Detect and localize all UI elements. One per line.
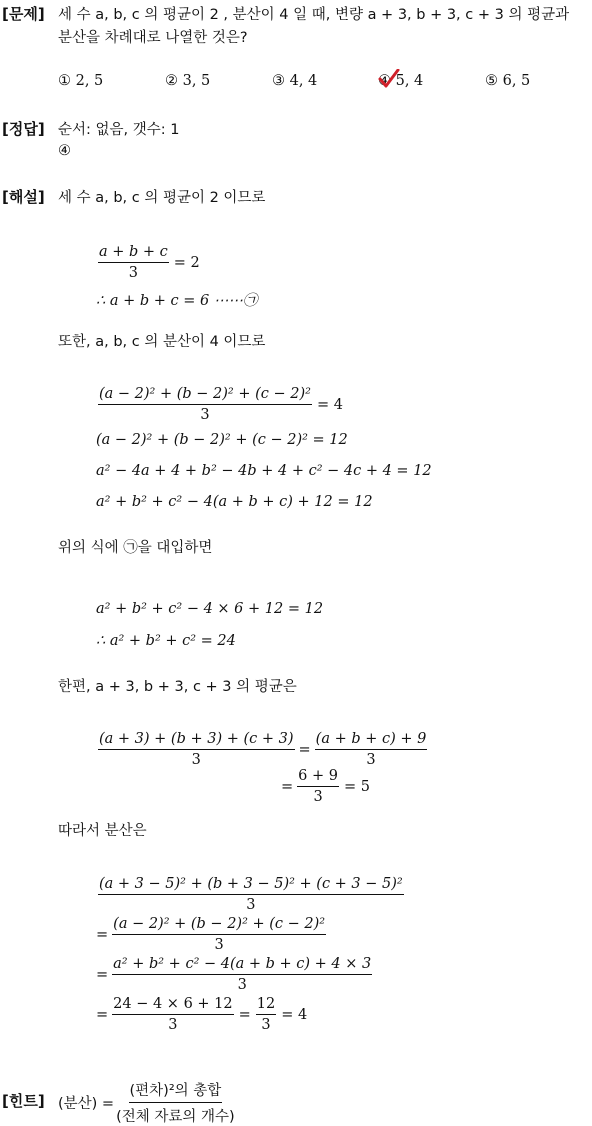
new-variance-4-mid-numerator: 12 [256, 996, 276, 1015]
variance-numerator: (a − 2)² + (b − 2)² + (c − 2)² [98, 386, 312, 405]
new-variance-step-2: = $\frac{\text{(a − 2)² + (b − 2)² + (c − 2)²}}{3}$ [96, 916, 326, 953]
option-2-value: 3, 5 [182, 73, 211, 89]
option-3-mark: ③ [272, 73, 285, 89]
explanation-para-3: 위의 식에 ㉠을 대입하면 [58, 540, 213, 556]
mean-eq-numerator: a + b + c [98, 244, 169, 263]
new-variance-2-denominator: 3 [214, 937, 224, 953]
option-2[interactable] [165, 73, 210, 89]
new-variance-4-mid-denominator: 3 [261, 1017, 271, 1033]
variance-step-4: a² + b² + c² − 4(a + b + c) + 12 = 12 [96, 494, 373, 510]
option-5-mark: ⑤ [485, 73, 498, 89]
option-3[interactable] [272, 73, 317, 89]
explanation-para-2: 또한, a, b, c 의 분산이 4 이므로 [58, 334, 266, 350]
mean-eq-rhs: = 2 [173, 254, 200, 271]
option-2-mark: ② [165, 73, 178, 89]
new-variance-3-numerator: a² + b² + c² − 4(a + b + c) + 4 × 3 [112, 956, 372, 975]
explanation-para-4: 한편, a + 3, b + 3, c + 3 의 평균은 [58, 679, 297, 695]
hint-denominator: (전체 자료의 개수) [116, 1109, 235, 1125]
new-variance-4-denominator: 3 [168, 1017, 178, 1033]
hint-lhs: (분산) = [58, 1096, 115, 1112]
answer-line-1: 순서: 없음, 갯수: 1 [58, 122, 180, 138]
explanation-intro: 세 수 a, b, c 의 평균이 2 이므로 [58, 190, 266, 206]
answer-tag: [정답] [2, 120, 45, 138]
new-mean-numerator: (a + 3) + (b + 3) + (c + 3) [98, 731, 295, 750]
hint-numerator: (편차)²의 총합 [129, 1079, 223, 1103]
new-variance-3-denominator: 3 [237, 977, 247, 993]
new-variance-step-4: = $\frac{24 - 4 \times 6 + 12}{3}$ = $\frac{12}{3}$ = 4 [96, 996, 308, 1033]
explanation-tag: [해설] [2, 188, 45, 206]
variance-step-2: (a − 2)² + (b − 2)² + (c − 2)² = 12 [96, 432, 348, 448]
problem-tag: [문제] [2, 5, 45, 23]
mean-equation [96, 244, 200, 281]
option-1-mark: ① [58, 73, 71, 89]
new-mean-result-denominator: 3 [313, 789, 323, 805]
checkmark-icon [378, 69, 400, 89]
substitution-step-1: a² + b² + c² − 4 × 6 + 12 = 12 [96, 601, 324, 617]
problem-line-2: 분산을 차례대로 나열한 것은? [58, 30, 248, 46]
new-variance-4-rhs: = 4 [281, 1006, 308, 1023]
new-mean-mid-denominator: 3 [366, 752, 376, 768]
problem-line-1: 세 수 a, b, c 의 평균이 2 , 분산이 4 일 때, 변량 a + 3, b + 3, c + 3 의 평균과 [58, 7, 570, 23]
new-variance-numerator: (a + 3 − 5)² + (b + 3 − 5)² + (c + 3 − 5)² [98, 876, 404, 895]
option-5-value: 6, 5 [502, 73, 531, 89]
new-variance-denominator: 3 [246, 897, 256, 913]
option-4[interactable] [378, 73, 423, 89]
variance-step-3: a² − 4a + 4 + b² − 4b + 4 + c² − 4c + 4 = 12 [96, 463, 432, 479]
new-mean-equation: $\frac{(a + 3) + (b + 3) + (c + 3)}{3}$ = $\frac{(a + b + c) + 9}{3}$ [99, 731, 427, 768]
new-variance-step-3: = $\frac{\text{a² + b² + c² − 4(a + b + c) + 4 × 3}}{3}$ [96, 956, 372, 993]
new-mean-result: = $\frac{6 + 9}{3}$ = 5 [281, 768, 370, 805]
sum-equation: ∴ a + b + c = 6 ⋯⋯㉠ [96, 293, 258, 309]
hint-formula [58, 1079, 237, 1126]
option-4-value: 5, 4 [395, 73, 424, 89]
new-variance-step-1 [96, 876, 406, 913]
substitution-step-2: ∴ a² + b² + c² = 24 [96, 633, 236, 649]
explanation-para-5: 따라서 분산은 [58, 823, 147, 839]
option-1[interactable] [58, 73, 103, 89]
option-1-value: 2, 5 [75, 73, 104, 89]
variance-denominator: 3 [200, 407, 210, 423]
new-mean-denominator: 3 [191, 752, 201, 768]
mean-eq-denominator: 3 [128, 265, 139, 281]
new-variance-4-numerator: 24 − 4 × 6 + 12 [112, 996, 233, 1015]
answer-line-2: ④ [58, 143, 71, 159]
new-variance-2-numerator: (a − 2)² + (b − 2)² + (c − 2)² [112, 916, 326, 935]
new-mean-result-rhs: = 5 [343, 778, 370, 795]
variance-rhs: = 4 [316, 396, 343, 413]
option-4-mark: ④ [378, 73, 391, 89]
new-mean-result-numerator: 6 + 9 [297, 768, 339, 787]
new-mean-mid-numerator: (a + b + c) + 9 [315, 731, 428, 750]
option-5[interactable] [485, 73, 530, 89]
hint-tag: [힌트] [2, 1092, 45, 1110]
variance-equation [96, 386, 343, 423]
option-3-value: 4, 4 [289, 73, 318, 89]
